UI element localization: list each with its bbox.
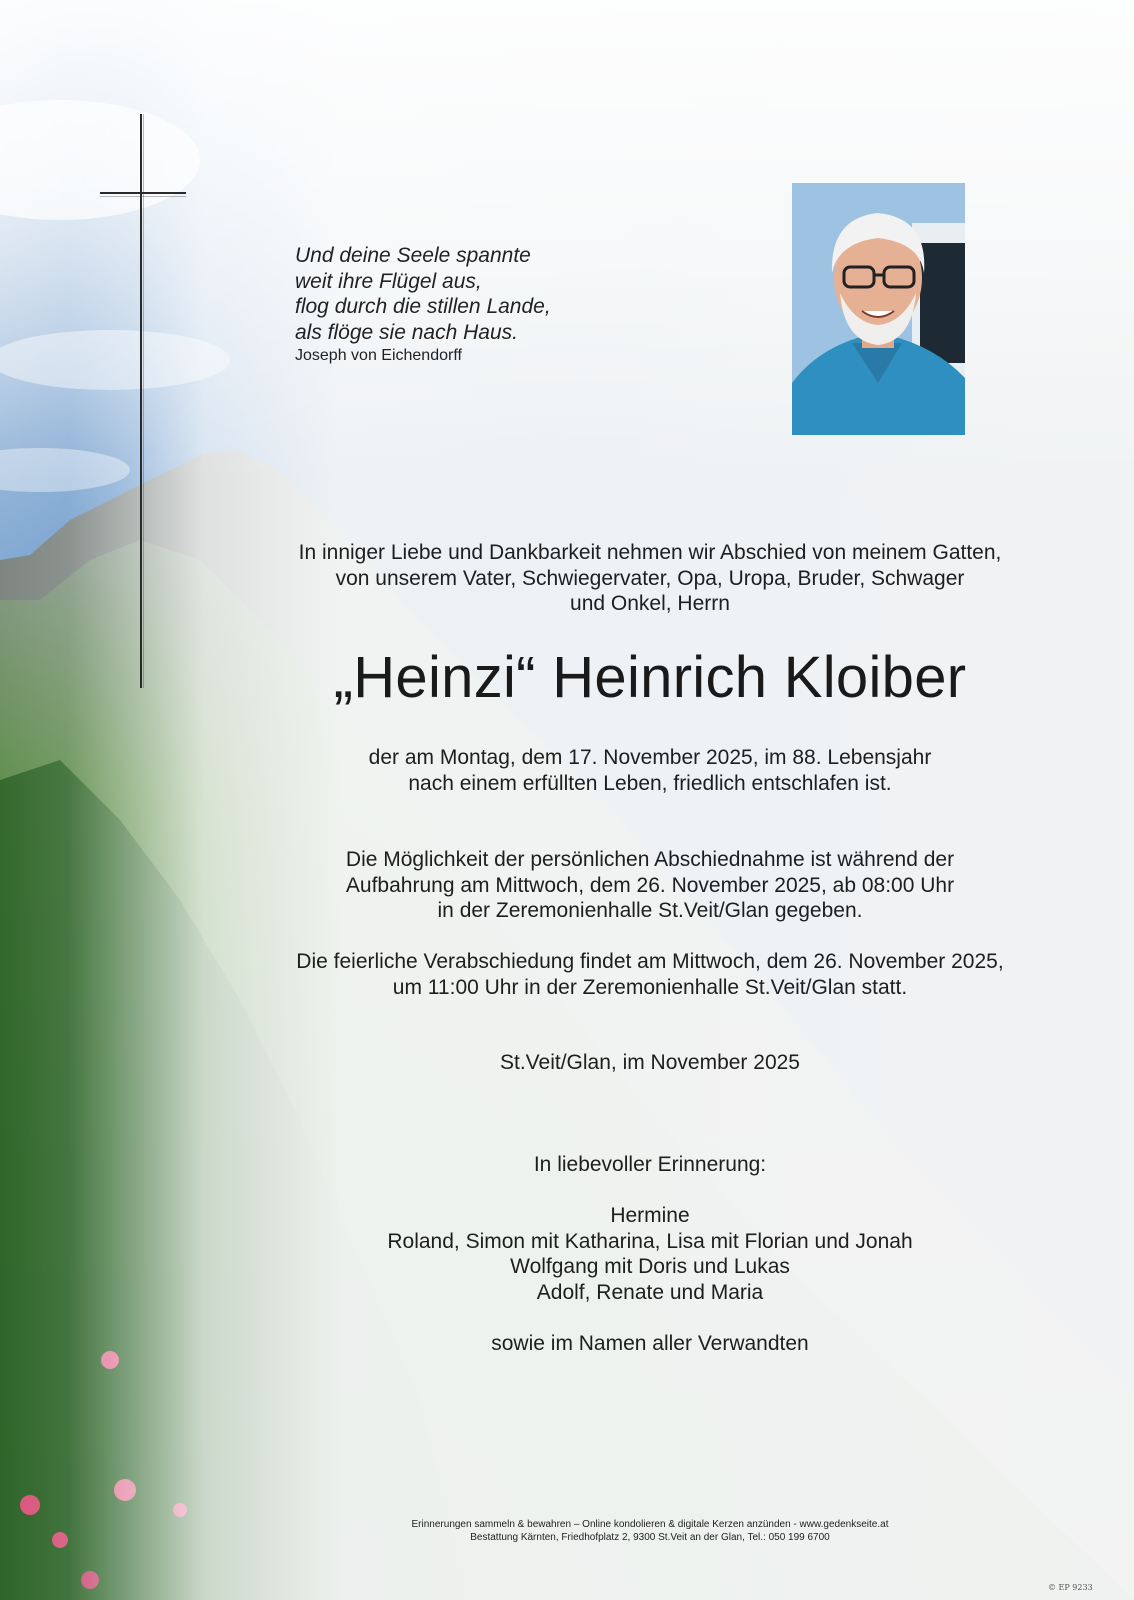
poem-author: Joseph von Eichendorff: [295, 347, 462, 364]
family-line: Hermine: [610, 1204, 690, 1227]
memory-heading: In liebevoller Erinnerung:: [533, 1153, 767, 1176]
deceased-name: „Heinzi“ Heinrich Kloiber: [333, 645, 967, 710]
relatives-line: sowie im Namen aller Verwandten: [491, 1332, 809, 1355]
death-notice: [250, 745, 1050, 796]
poem-line: als flöge sie nach Haus.: [295, 320, 518, 344]
footer-line-1: Erinnerungen sammeln & bewahren – Online kondolieren & digitale Kerzen anzünden - www.gedenkseite.at: [411, 1519, 889, 1530]
place-date: St.Veit/Glan, im November 2025: [500, 1051, 800, 1074]
intro-text: [250, 540, 1050, 617]
death-line: nach einem erfüllten Leben, friedlich entschlafen ist.: [408, 771, 892, 795]
ceremony-info: [250, 949, 1050, 1000]
family-line: Wolfgang mit Doris und Lukas: [510, 1255, 790, 1278]
family-list: [250, 1203, 1050, 1305]
ceremony-line: Die feierliche Verabschiedung findet am Mittwoch, dem 26. November 2025,: [296, 950, 1004, 973]
poem-line: Und deine Seele spannte: [295, 244, 531, 267]
poem-block: [295, 243, 715, 366]
viewing-line: in der Zeremonienhalle St.Veit/Glan gegeben.: [437, 899, 863, 922]
footer-line-2: Bestattung Kärnten, Friedhofplatz 2, 9300 St.Veit an der Glan, Tel.: 050 199 6700: [470, 1532, 830, 1543]
cross-vertical-shadow: [143, 114, 144, 688]
family-line: Roland, Simon mit Katharina, Lisa mit Florian und Jonah: [387, 1229, 913, 1253]
print-code: © EP 9233: [1048, 1583, 1093, 1592]
cross-horizontal-bar: [100, 192, 186, 194]
ceremony-line: um 11:00 Uhr in der Zeremonienhalle St.Veit/Glan statt.: [392, 975, 908, 999]
family-line: Adolf, Renate und Maria: [536, 1280, 764, 1304]
cross-vertical-bar: [140, 114, 142, 688]
cross-horizontal-shadow: [100, 196, 186, 197]
poem-line: weit ihre Flügel aus,: [295, 269, 482, 293]
poem-line: flog durch die stillen Lande,: [295, 295, 551, 318]
portrait-photo: [792, 183, 965, 435]
intro-line: von unserem Vater, Schwiegervater, Opa, Uropa, Bruder, Schwager: [335, 566, 965, 590]
viewing-line: Die Möglichkeit der persönlichen Abschiednahme ist während der: [345, 848, 955, 871]
footer: [250, 1518, 1050, 1544]
viewing-line: Aufbahrung am Mittwoch, dem 26. November 2025, ab 08:00 Uhr: [345, 873, 955, 897]
intro-line: In inniger Liebe und Dankbarkeit nehmen wir Abschied von meinem Gatten,: [298, 541, 1002, 564]
portrait-illustration: [792, 183, 965, 435]
intro-line: und Onkel, Herrn: [570, 592, 730, 615]
viewing-info: [250, 847, 1050, 924]
death-line: der am Montag, dem 17. November 2025, im 88. Lebensjahr: [368, 746, 932, 769]
